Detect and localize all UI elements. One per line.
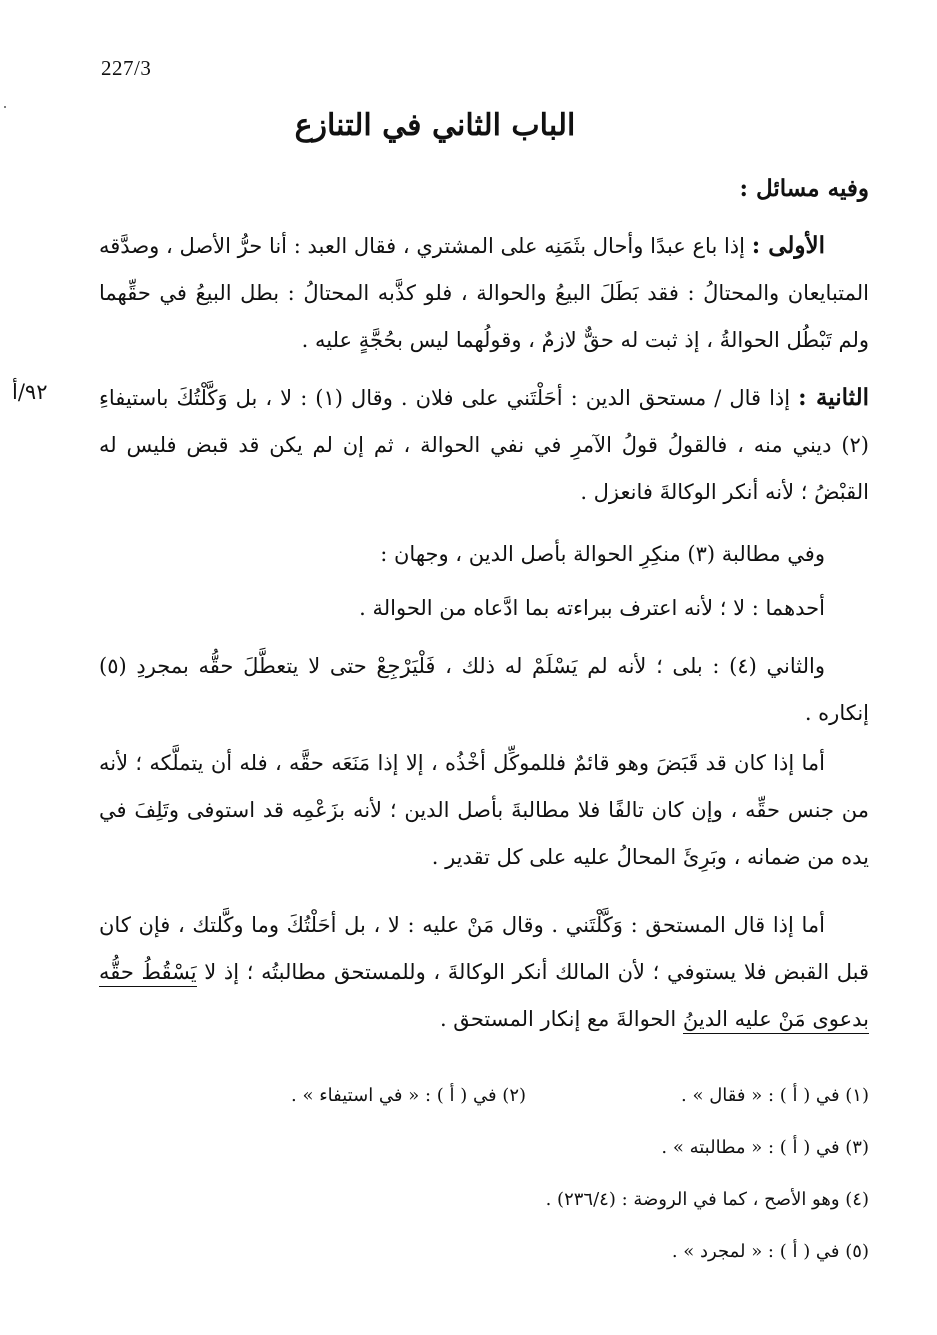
paragraph-lead: الأولى : — [751, 232, 825, 259]
paragraph-two-views — [99, 531, 869, 578]
footnote-4: (٤) وهو الأصح ، كما في الروضة : (٢٣٦/٤) . — [545, 1189, 869, 1210]
paragraph-tail: الحوالةَ مع إنكار المستحق . — [439, 1007, 683, 1031]
paragraph-first-view — [99, 585, 869, 632]
section-subheading: وفيه مسائل : — [739, 175, 869, 202]
footnote-3: (٣) في ( أ ) : « مطالبته » . — [661, 1137, 869, 1158]
paragraph-text: أحدهما : لا ؛ لأنه اعترف ببراءته بما ادَّعاه من الحوالة . — [359, 596, 825, 620]
paragraph-second-issue — [99, 374, 869, 516]
footnotes — [99, 1070, 869, 1278]
paragraph-text: والثاني (٤) : بلى ؛ لأنه لم يَسْلَمْ له ذلك ، فَلْيَرْجِعْ حتى لا يتعطَّلَ حقُّه بمجردِ (٥) إنكاره . — [99, 654, 869, 725]
paragraph-text: إذا باع عبدًا وأحال بثَمَنِه على المشتري ، فقال العبد : أنا حرُّ الأصل ، وصدَّقه المتبايعان والمحتالُ : فقد بَطَلَ البيعُ والحوالة ، فلو كذَّبه المحتالُ : بطل البيعُ في حقِّهما ولم تَبْطُل الحوالةُ ، إذ ثبت له حقٌّ لازمٌ ، وقولُهما ليس بحُجَّةٍ عليه . — [99, 234, 869, 352]
page-number: 227/3 — [101, 56, 152, 80]
paragraph-second-view — [99, 643, 869, 737]
paragraph-text: إذا قال / مستحق الدين : أحَلْتَني على فلان . وقال (١) : لا ، بل وَكَّلْتُكَ باستيفاءِ (٢) ديني منه ، فالقولُ قولُ الآمرِ في نفي الحوالة ، ثم إن لم يكن قد قبض فليس له القبْضُ ؛ لأنه أنكر الوكالةَ فانعزل . — [99, 386, 869, 504]
paragraph-after-receipt — [99, 740, 869, 881]
footnote-2: (٢) في ( أ ) : « في استيفاء » . — [291, 1085, 527, 1106]
scan-speck — [4, 106, 6, 108]
footnote-row — [99, 1070, 869, 1122]
underlined-phrase: يَسْقُطُ حقُّه بدعوى مَنْ عليه الدينُ — [99, 960, 869, 1034]
footnote-5: (٥) في ( أ ) : « لمجرد » . — [671, 1241, 869, 1262]
paragraph-text: وفي مطالبة (٣) منكِرِ الحوالة بأصل الدين ، وجهان : — [380, 542, 825, 566]
footnote-1: (١) في ( أ ) : « فقال » . — [681, 1085, 869, 1106]
footnote-row — [99, 1122, 869, 1174]
paragraph-first-issue — [99, 222, 869, 364]
footnote-row — [99, 1174, 869, 1226]
paragraph-text: أما إذا كان قد قَبَضَ وهو قائمٌ فللموكِّل أخْذُه ، إلا إذا مَنَعَه حقَّه ، فله أن يتملَّكه ؛ لأنه من جنس حقِّه ، وإن كان تالفًا فلا مطالبةَ بأصل الدين ؛ لأنه بزَعْمِه قد استوفى وتَلِفَ في يده من ضمانه ، وبَرِئَ المحالُ عليه على كل تقدير . — [99, 751, 869, 869]
paragraph-text: أما إذا قال المستحق : وَكَّلْتَني . وقال مَنْ عليه : لا ، بل أحَلْتُكَ وما وكَّلتك ، فإن كان قبل القبض فلا يستوفي ؛ لأن المالك أنكر الوكالةَ ، وللمستحق مطالبتُه ؛ إذ لا — [99, 913, 869, 984]
paragraph-creditor-claim — [99, 902, 869, 1043]
folio-marker: ٩٢/أ — [12, 380, 48, 404]
chapter-title: الباب الثاني في التنازع — [294, 108, 576, 143]
paragraph-lead: الثانية : — [798, 384, 869, 411]
footnote-row — [99, 1226, 869, 1278]
